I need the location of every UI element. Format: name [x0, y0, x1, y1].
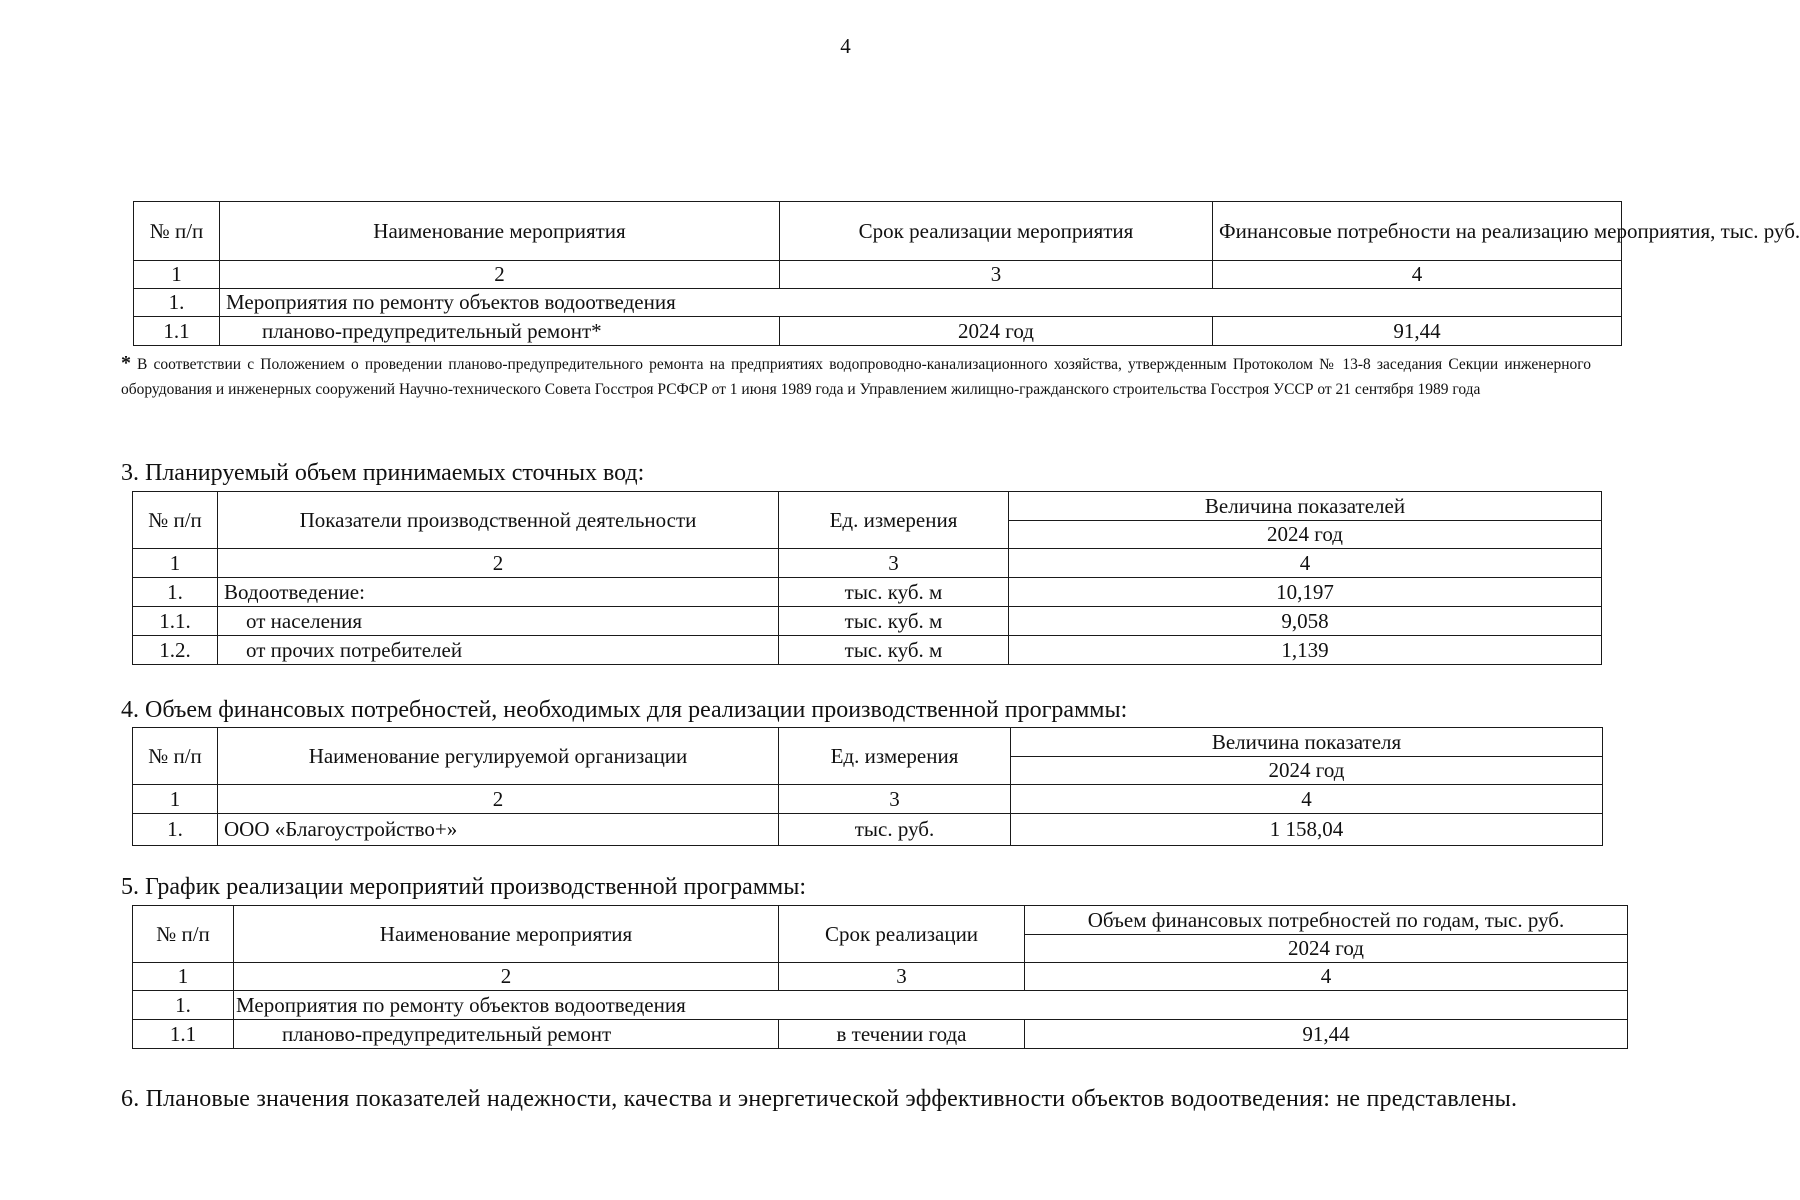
table-group-row [134, 289, 1622, 317]
organization-name: ООО «Благоустройство+» [218, 814, 779, 846]
header-term: Срок реализации [779, 906, 1025, 963]
row-num: 1. [133, 991, 234, 1020]
activity-term: 2024 год [780, 317, 1213, 346]
section4-title: 4. Объем финансовых потребностей, необходимых для реализации производственной программы: [121, 697, 1128, 723]
row-num: 1. [133, 578, 218, 607]
table-header-row [133, 906, 1628, 935]
footnote [121, 351, 1591, 402]
table-row [133, 607, 1602, 636]
table-group-row [133, 991, 1628, 1020]
page-number: 4 [840, 34, 851, 58]
table-row [134, 317, 1622, 346]
col-number: 3 [780, 261, 1213, 289]
row-num: 1.1 [133, 1020, 234, 1049]
row-num: 1. [134, 289, 220, 317]
header-year: 2024 год [1025, 935, 1628, 963]
footnote-star: * [121, 352, 131, 374]
indicator-unit: тыс. куб. м [779, 578, 1009, 607]
section6-text: 6. Плановые значения показателей надежности, качества и энергетической эффективности объектов водоотведения: не представлены. [121, 1086, 1518, 1112]
header-num: № п/п [133, 492, 218, 549]
indicator-unit: тыс. куб. м [779, 607, 1009, 636]
col-number: 1 [133, 549, 218, 578]
indicator-name: от прочих потребителей [218, 636, 779, 665]
organization-unit: тыс. руб. [779, 814, 1011, 846]
numbering-row [133, 785, 1603, 814]
col-number: 1 [133, 785, 218, 814]
activity-name: планово-предупредительный ремонт [234, 1020, 779, 1049]
footnote-text: В соответствии с Положением о проведении планово-предупредительного ремонта на предприятиях водопроводно-канализационного хозяйства, утвержденным Протоколом № 13-8 заседания Секции инженерного оборудования и инженерных сооружений Научно-технического Совета Госстроя РСФСР от 1 июня 1989 года и Управлением жилищно-гражданского строительства Госстроя УССР от 21 сентября 1989 года [121, 356, 1591, 398]
section5-title: 5. График реализации мероприятий производственной программы: [121, 874, 806, 900]
table-row [133, 1020, 1628, 1049]
col-number: 2 [234, 963, 779, 991]
wastewater-table [132, 491, 1602, 665]
header-value: Величина показателя [1011, 728, 1603, 757]
header-yearly-needs: Объем финансовых потребностей по годам, тыс. руб. [1025, 906, 1628, 935]
indicator-value: 9,058 [1009, 607, 1602, 636]
header-term: Срок реализации мероприятия [780, 202, 1213, 261]
header-activity-name: Наименование мероприятия [234, 906, 779, 963]
table-row [133, 636, 1602, 665]
indicator-value: 10,197 [1009, 578, 1602, 607]
header-num: № п/п [134, 202, 220, 261]
header-year: 2024 год [1011, 757, 1603, 785]
table-row [133, 814, 1603, 846]
header-num: № п/п [133, 906, 234, 963]
activity-term: в течении года [779, 1020, 1025, 1049]
activity-amount: 91,44 [1025, 1020, 1628, 1049]
col-number: 1 [133, 963, 234, 991]
col-number: 2 [220, 261, 780, 289]
group-name: Мероприятия по ремонту объектов водоотведения [220, 289, 1622, 317]
col-number: 4 [1025, 963, 1628, 991]
activity-amount: 91,44 [1213, 317, 1622, 346]
row-num: 1. [133, 814, 218, 846]
table-row [133, 578, 1602, 607]
header-unit: Ед. измерения [779, 728, 1011, 785]
section3-title: 3. Планируемый объем принимаемых сточных вод: [121, 460, 645, 486]
header-organization: Наименование регулируемой организации [218, 728, 779, 785]
col-number: 3 [779, 785, 1011, 814]
row-num: 1.2. [133, 636, 218, 665]
numbering-row [133, 549, 1602, 578]
header-activity-name: Наименование мероприятия [220, 202, 780, 261]
col-number: 3 [779, 963, 1025, 991]
col-number: 1 [134, 261, 220, 289]
header-num: № п/п [133, 728, 218, 785]
col-number: 4 [1011, 785, 1603, 814]
numbering-row [134, 261, 1622, 289]
header-year: 2024 год [1009, 521, 1602, 549]
activities-table [133, 201, 1800, 346]
schedule-table [132, 905, 1628, 1049]
header-indicators: Показатели производственной деятельности [218, 492, 779, 549]
header-values: Величина показателей [1009, 492, 1602, 521]
col-number: 2 [218, 549, 779, 578]
organization-value: 1 158,04 [1011, 814, 1603, 846]
header-financial-needs: Финансовые потребности на реализацию мероприятия, тыс. руб. [1213, 202, 1622, 261]
table-header-row [134, 202, 1622, 261]
row-num: 1.1. [133, 607, 218, 636]
indicator-value: 1,139 [1009, 636, 1602, 665]
row-num: 1.1 [134, 317, 220, 346]
header-unit: Ед. измерения [779, 492, 1009, 549]
col-number: 4 [1009, 549, 1602, 578]
indicator-name: от населения [218, 607, 779, 636]
group-name: Мероприятия по ремонту объектов водоотведения [234, 991, 1628, 1020]
col-number: 2 [218, 785, 779, 814]
indicator-name: Водоотведение: [218, 578, 779, 607]
table-header-row [133, 492, 1602, 521]
financial-needs-table [132, 727, 1603, 846]
numbering-row [133, 963, 1628, 991]
col-number: 4 [1213, 261, 1622, 289]
indicator-unit: тыс. куб. м [779, 636, 1009, 665]
col-number: 3 [779, 549, 1009, 578]
activity-name: планово-предупредительный ремонт* [220, 317, 780, 346]
table-header-row [133, 728, 1603, 757]
